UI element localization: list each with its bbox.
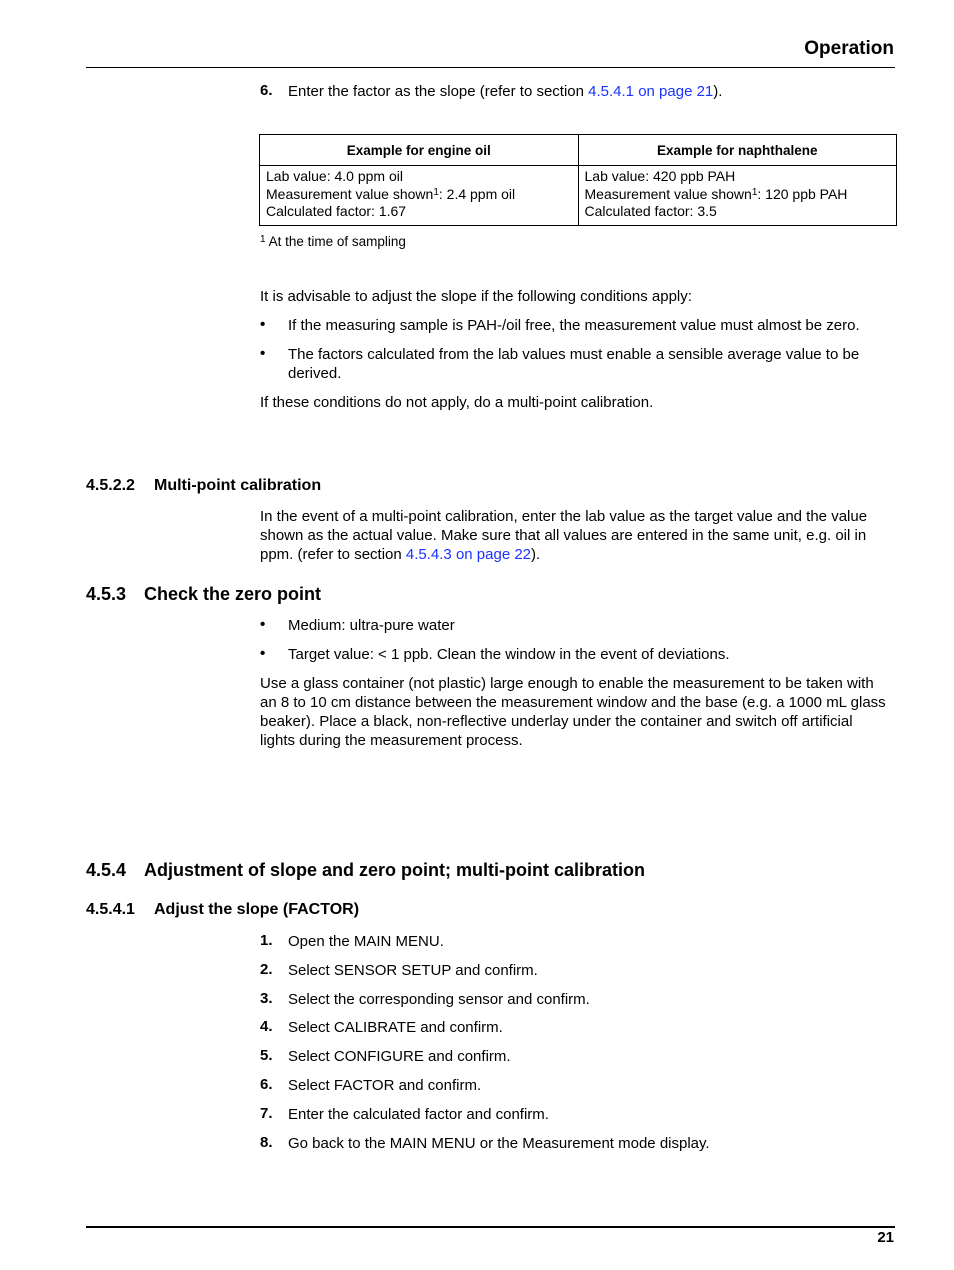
step-text-after: ). <box>713 83 723 100</box>
section-title: Check the zero point <box>144 584 322 604</box>
section-title: Multi-point calibration <box>154 477 322 494</box>
step-number: 7. <box>260 1105 273 1122</box>
page-header-title: Operation <box>804 38 894 59</box>
step-number: 6. <box>260 1076 273 1093</box>
factor-example-table <box>259 134 897 226</box>
table-footnote <box>260 234 406 249</box>
step-text <box>288 82 900 101</box>
footnote-text: At the time of sampling <box>265 234 406 249</box>
step-number: 6. <box>260 82 273 99</box>
list-item <box>260 316 900 335</box>
list-item <box>260 616 900 635</box>
step-text: Select CALIBRATE and confirm. <box>288 1019 503 1036</box>
list-item <box>260 932 900 951</box>
engine-oil-factor: Calculated factor: 1.67 <box>266 203 407 219</box>
list-item <box>260 1134 900 1153</box>
list-item <box>260 961 900 980</box>
bullet-text: If the measuring sample is PAH-/oil free, the measurement value must almost be zero. <box>288 317 860 334</box>
measurement-value: : 2.4 ppm oil <box>438 185 516 202</box>
section-number: 4.5.4.1 <box>86 901 135 918</box>
section-link-4543[interactable]: 4.5.4.3 on page 22 <box>405 546 532 563</box>
step-text: Open the MAIN MENU. <box>288 933 444 950</box>
footnote-ref: 1 <box>433 186 439 198</box>
section-number: 4.5.4 <box>86 860 127 880</box>
list-item <box>260 345 900 383</box>
section-heading-453 <box>86 584 321 605</box>
bullet-text: Medium: ultra-pure water <box>288 617 455 634</box>
table-header-row <box>260 135 897 166</box>
step-text-before: Enter the factor as the slope (refer to section <box>288 83 589 100</box>
engine-oil-lab-value: Lab value: 4.0 ppm oil <box>266 168 403 184</box>
measurement-label: Measurement value shown <box>266 185 434 202</box>
page-number: 21 <box>877 1229 894 1246</box>
section-number: 4.5.3 <box>86 584 127 604</box>
step-number: 4. <box>260 1018 273 1035</box>
bullet-text: The factors calculated from the lab values must enable a sensible average value to be derived. <box>288 346 860 382</box>
bullet-mark: • <box>260 345 266 362</box>
header-rule <box>86 67 895 68</box>
section-link-4541[interactable]: 4.5.4.1 on page 21 <box>588 83 714 100</box>
table-row <box>260 166 897 226</box>
measurement-value: : 120 ppb PAH <box>757 185 848 202</box>
naphthalene-lab-value: Lab value: 420 ppb PAH <box>584 168 736 184</box>
list-item <box>260 990 900 1009</box>
step-number: 3. <box>260 990 273 1007</box>
table-header-engine-oil: Example for engine oil <box>260 135 579 166</box>
advisable-intro: It is advisable to adjust the slope if the following conditions apply: <box>260 288 692 305</box>
section-heading-4522 <box>86 477 321 495</box>
step-text: Select FACTOR and confirm. <box>288 1077 482 1094</box>
naphthalene-measurement <box>585 186 891 204</box>
section-heading-454 <box>86 860 645 881</box>
step-number: 1. <box>260 932 273 949</box>
body-text: In the event of a multi-point calibration, enter the lab value as the target value and the value shown as the actual value. Make sure that all values are entered in the same unit, e.g. oil in ppm. (refer to section <box>260 508 868 563</box>
step-text: Select the corresponding sensor and confirm. <box>288 991 590 1008</box>
section-title: Adjustment of slope and zero point; multi-point calibration <box>144 860 645 880</box>
bullet-mark: • <box>260 316 266 333</box>
body-text-end: ). <box>531 546 541 563</box>
list-item <box>260 1105 900 1124</box>
section-title: Adjust the slope (FACTOR) <box>154 901 360 918</box>
step-number: 5. <box>260 1047 273 1064</box>
zero-point-body: Use a glass container (not plastic) large enough to enable the measurement to be taken with an 8 to 10 cm distance between the measurement window and the base (e.g. a 1000 mL glass beaker). Place a black, non-reflective underlay under the container and switch off artificial lights during the measurement process. <box>260 675 886 749</box>
table-header-naphthalene: Example for naphthalene <box>578 135 897 166</box>
bullet-mark: • <box>260 645 266 662</box>
engine-oil-measurement <box>266 186 572 204</box>
measurement-label: Measurement value shown <box>584 185 752 202</box>
table-cell-naphthalene <box>578 166 897 226</box>
naphthalene-factor: Calculated factor: 3.5 <box>584 203 717 219</box>
table-cell-engine-oil <box>260 166 579 226</box>
list-item <box>260 645 900 664</box>
section-number: 4.5.2.2 <box>86 477 135 494</box>
step-text: Select CONFIGURE and confirm. <box>288 1048 511 1065</box>
step-text: Enter the calculated factor and confirm. <box>288 1106 549 1123</box>
section-heading-4541 <box>86 901 359 919</box>
footnote-mark: 1 <box>260 234 266 245</box>
bullet-text: Target value: < 1 ppb. Clean the window in the event of deviations. <box>288 646 730 663</box>
footer-rule <box>86 1226 895 1228</box>
step-text: Go back to the MAIN MENU or the Measurement mode display. <box>288 1135 710 1152</box>
multipoint-body <box>260 507 890 564</box>
list-item <box>260 1076 900 1095</box>
advisable-outro: If these conditions do not apply, do a multi-point calibration. <box>260 394 654 411</box>
step-number: 8. <box>260 1134 273 1151</box>
bullet-mark: • <box>260 616 266 633</box>
list-item <box>260 1047 900 1066</box>
step-number: 2. <box>260 961 273 978</box>
step-text: Select SENSOR SETUP and confirm. <box>288 962 538 979</box>
list-item <box>260 1018 900 1037</box>
step-6-enter-factor <box>260 82 900 101</box>
footnote-ref: 1 <box>751 186 758 198</box>
